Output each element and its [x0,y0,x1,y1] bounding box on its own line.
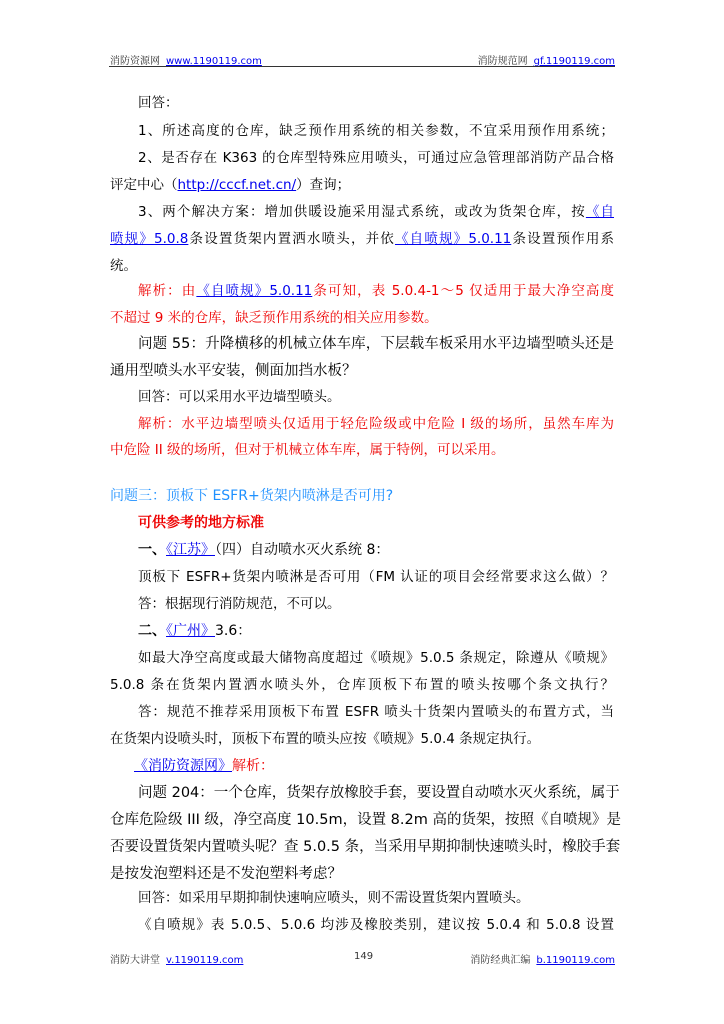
page-number: 149 [354,951,374,962]
analysis-line: 解析：水平边墙型喷头仅适用于轻危险级或中危险 I 级的场所，虽然车库为 [138,416,614,432]
header-left [110,52,262,67]
paragraph-line: 2、是否存在 K363 的仓库型特殊应用喷头，可通过应急管理部消防产品合格 [138,150,614,166]
text: ）查询； [296,177,351,193]
text: 3、两个解决方案：增加供暖设施采用湿式系统，或改为货架仓库，按 [138,204,586,220]
paragraph-line [110,202,614,222]
text: （四）自动喷水灭火系统 8： [215,542,390,558]
header-right [478,52,615,67]
answer-line: 回答：可以采用水平边墙型喷头。 [138,389,341,405]
source-heading [110,756,614,776]
text: 二、 [138,623,166,639]
analysis-line: 中危险 II 级的场所，但对于机械立体车库，属于特例，可以采用。 [110,442,505,458]
footer-right [470,951,615,966]
text: 条设置预作用系 [511,231,614,247]
header-left-link[interactable]: www.1190119.com [166,56,262,67]
section-heading: 问题三：顶板下 ESFR+货架内喷淋是否可用? [110,488,394,504]
answer-line: 《自喷规》表 5.0.5、5.0.6 均涉及橡胶类别，建议按 5.0.4 和 5.0.8 设置 [138,917,614,933]
text: 条设置货架内置洒水喷头，并依 [188,231,395,247]
question-204-cont: 仓库危险级 III 级，净空高度 10.5m，设置 8.2m 高的货架，按照《自喷规》是 [110,812,621,828]
text: 评定中心（ [110,177,178,193]
text: 解析： [232,758,274,774]
guangzhou-heading [110,621,614,641]
answer-label: 回答： [138,95,179,111]
answer-line: 在货架内设喷头时，顶板下布置的喷头应按《喷规》5.0.4 条规定执行。 [110,731,541,747]
answer-line: 回答：如采用早期抑制快速响应喷头，则不需设置货架内置喷头。 [138,890,530,906]
footer-left [110,951,243,966]
paragraph-line: 如最大净空高度或最大储物高度超过《喷规》5.0.5 条规定，除遵从《喷规》 [138,650,614,666]
jiangsu-heading [110,540,614,560]
text: 解析：由 [138,283,197,299]
header-divider [109,66,615,67]
spec-link-5011[interactable]: 《自喷规》5.0.11 [394,231,512,247]
answer-line: 答：根据现行消防规范，不可以。 [138,596,341,612]
analysis-line [110,281,614,301]
footer-site-name-right: 消防经典汇编 [470,955,531,966]
paragraph-line: 5.0.8 条在货架内置洒水喷头外，仓库顶板下布置的喷头按哪个条文执行？ [110,677,614,693]
paragraph-line [110,175,614,195]
paragraph-line: 顶板下 ESFR+货架内喷淋是否可用（FM 认证的项目会经常要求这么做）？ [138,569,614,585]
question-204-cont: 是按发泡塑料还是不发泡塑料考虑？ [110,866,342,882]
jiangsu-link[interactable]: 《江苏》 [166,542,215,558]
header-right-link[interactable]: gf.1190119.com [533,56,615,67]
spec-link-508[interactable]: 喷规》5.0.8 [110,231,189,247]
text: 一、 [138,542,166,558]
analysis-line: 不超过 9 米的仓库，缺乏预作用系统的相关应用参数。 [110,310,438,326]
footer-right-link[interactable]: b.1190119.com [536,955,615,966]
subheading: 可供参考的地方标准 [138,515,264,531]
answer-line: 答：规范不推荐采用顶板下布置 ESFR 喷头十货架内置喷头的布置方式，当 [138,704,614,720]
paragraph-line [110,229,614,249]
paragraph-line: 统。 [110,258,137,274]
spec-link[interactable]: 《自 [585,204,614,220]
paragraph-line: 1、所述高度的仓库，缺乏预作用系统的相关参数，不宜采用预作用系统； [138,123,614,139]
xfzy-link[interactable]: 《消防资源网》 [134,758,232,774]
header-site-name: 消防资源网 [110,56,160,67]
question-55-cont: 通用型喷头水平安装，侧面加挡水板？ [110,363,357,379]
question-55: 问题 55：升降横移的机械立体车库，下层载车板采用水平边墙型喷头还是 [138,336,614,352]
question-204-cont: 否要设置货架内置喷头呢？查 5.0.5 条，当采用早期抑制快速喷头时，橡胶手套 [110,839,621,855]
text: 3.6： [215,623,252,639]
header-site-name-right: 消防规范网 [477,56,528,67]
footer-site-name: 消防大讲堂 [110,955,160,966]
spec-link-5011[interactable]: 《自喷规》5.0.11 [196,283,313,299]
text: 条可知，表 5.0.4-1～5 仅适用于最大净空高度 [312,283,615,299]
guangzhou-link[interactable]: 《广州》 [166,623,215,639]
cccf-link[interactable]: http://cccf.net.cn/ [177,177,297,193]
footer-left-link[interactable]: v.1190119.com [166,955,244,966]
question-204: 问题 204：一个仓库，货架存放橡胶手套，要设置自动喷水灭火系统，属于 [138,785,620,801]
